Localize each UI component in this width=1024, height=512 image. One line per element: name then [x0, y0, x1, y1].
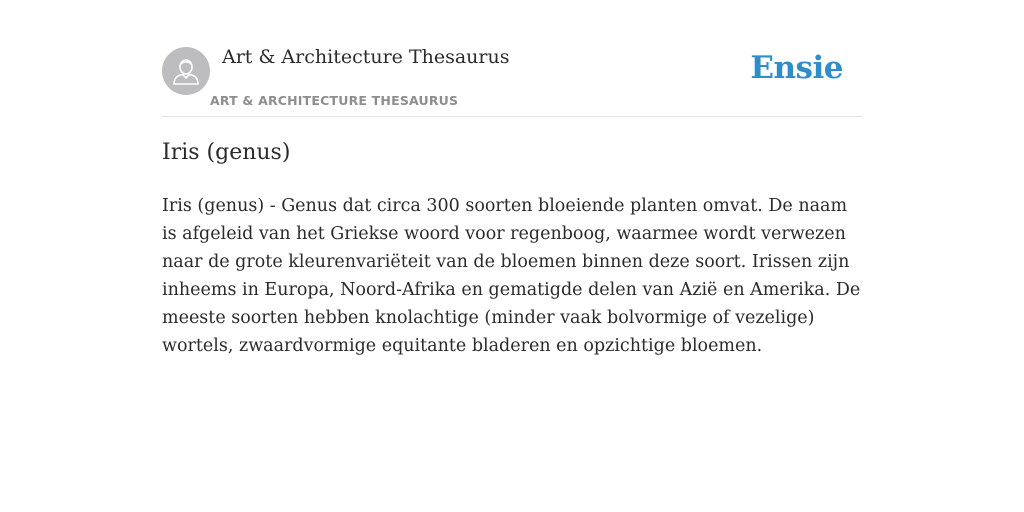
page-title: Iris (genus): [162, 140, 291, 165]
article-header: [162, 44, 862, 117]
user-avatar-icon[interactable]: [162, 47, 210, 95]
source-label[interactable]: ART & ARCHITECTURE THESAURUS: [210, 93, 459, 108]
brand-logo[interactable]: Ensie: [750, 50, 843, 86]
author-name[interactable]: Art & Architecture Thesaurus: [222, 46, 510, 68]
article-body: Iris (genus) - Genus dat circa 300 soorten bloeiende planten omvat. De naam is afgeleid van het Griekse woord voor regenboog, waarmee wordt verwezen naar de grote kleurenvariëteit van de bloemen binnen deze soort. Irissen zijn inheems in Europa, Noord-Afrika en gematigde delen van Azië en Amerika. De meeste soorten hebben knolachtige (minder vaak bolvormige of vezelige) wortels, zwaardvormige equitante bladeren en opzichtige bloemen.: [162, 196, 861, 356]
